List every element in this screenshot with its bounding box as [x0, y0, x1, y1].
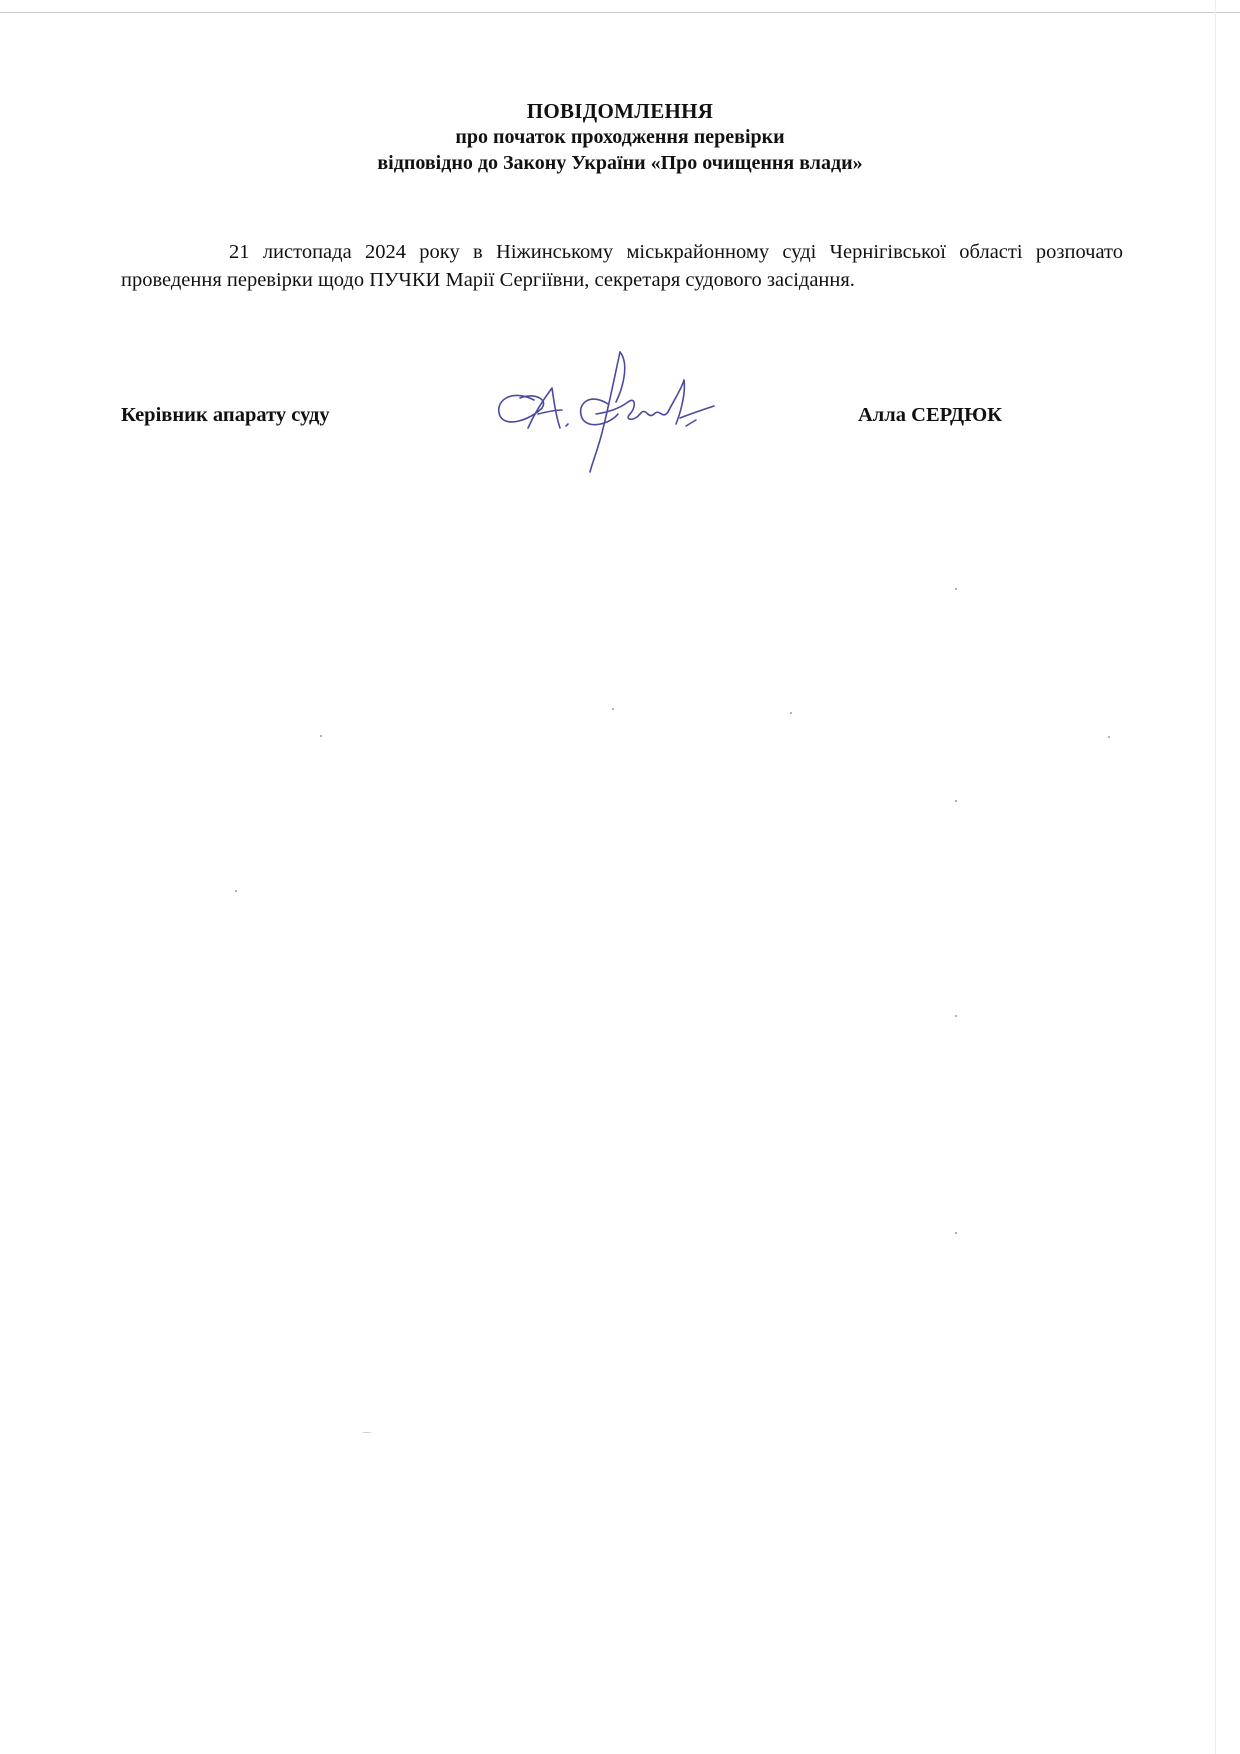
scan-top-edge	[0, 12, 1240, 13]
scan-right-edge	[1215, 0, 1216, 1754]
scan-speck	[955, 1232, 957, 1234]
scan-speck	[320, 735, 322, 737]
scan-speck	[362, 1432, 372, 1433]
scan-speck	[790, 712, 792, 714]
signatory-name: Алла СЕРДЮК	[858, 404, 1003, 426]
document-header	[0, 98, 1240, 176]
scan-speck	[612, 708, 614, 710]
body-paragraph: 21 листопада 2024 року в Ніжинському міськрайонному суді Чернігівської області розпочато проведення перевірки щодо ПУЧКИ Марії Сергіївни, секретаря судового засідання.	[121, 241, 1123, 291]
document-subtitle-line-1: про початок проходження перевірки	[455, 126, 785, 148]
scan-speck	[955, 1015, 957, 1017]
signatory-role: Керівник апарату суду	[121, 404, 330, 426]
scan-speck	[955, 800, 957, 802]
document-subtitle-line-2: відповідно до Закону України «Про очищення влади»	[377, 152, 863, 174]
scan-speck	[955, 588, 957, 590]
document-title: ПОВІДОМЛЕННЯ	[526, 99, 714, 123]
handwritten-signature	[490, 340, 740, 480]
scan-speck	[235, 890, 237, 892]
scan-speck	[1108, 736, 1110, 738]
